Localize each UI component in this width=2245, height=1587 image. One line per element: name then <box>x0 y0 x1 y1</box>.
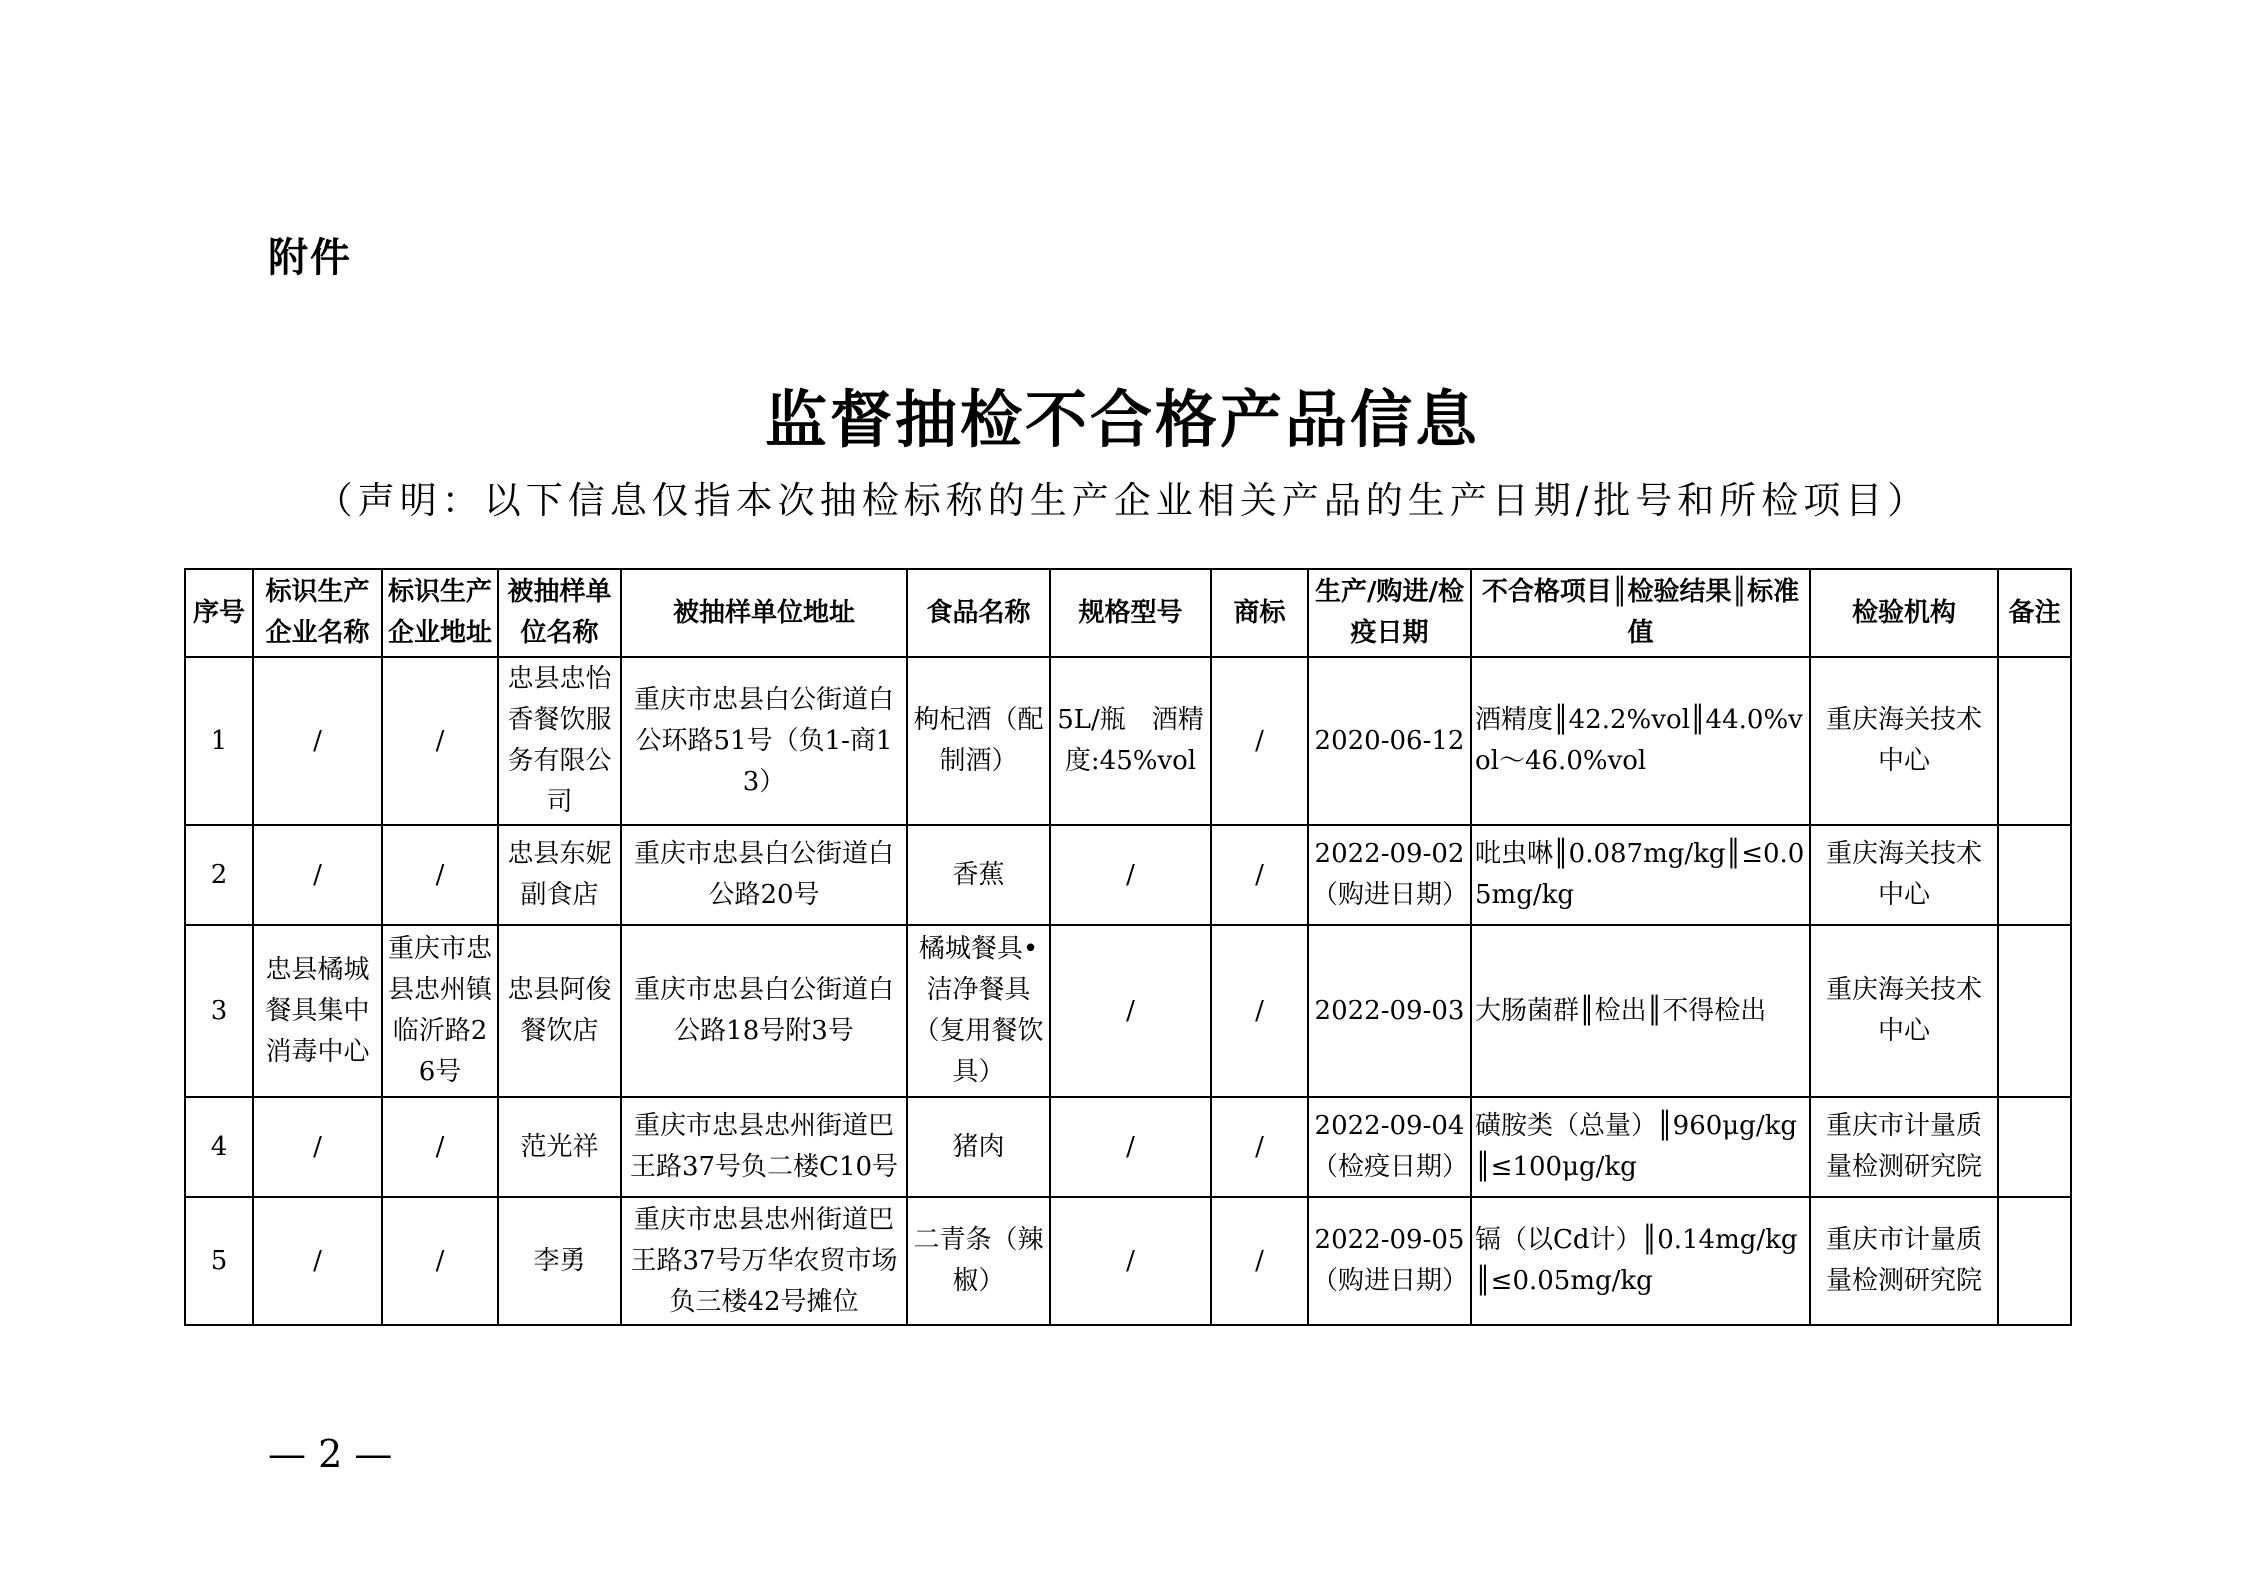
cell-no: 3 <box>185 925 253 1097</box>
page-title: 监督抽检不合格产品信息 <box>764 383 1480 456</box>
cell-date: 2022-09-05（购进日期） <box>1308 1197 1471 1325</box>
cell-brand: / <box>1211 925 1308 1097</box>
cell-producer-address: / <box>382 1097 498 1197</box>
cell-brand: / <box>1211 1197 1308 1325</box>
cell-date: 2022-09-03 <box>1308 925 1471 1097</box>
table-row <box>185 925 2071 1097</box>
cell-producer: / <box>253 1197 382 1325</box>
cell-producer: / <box>253 657 382 825</box>
cell-remark <box>1998 1197 2071 1325</box>
table-row <box>185 825 2071 925</box>
cell-food: 香蕉 <box>907 825 1050 925</box>
cell-item-result: 磺胺类（总量）║960μg/kg║≤100μg/kg <box>1471 1097 1810 1197</box>
cell-no: 1 <box>185 657 253 825</box>
cell-producer: / <box>253 1097 382 1197</box>
cell-sampled-unit: 李勇 <box>498 1197 621 1325</box>
cell-producer-address: 重庆市忠县忠州镇临沂路26号 <box>382 925 498 1097</box>
header-remark: 备注 <box>1998 569 2071 657</box>
table-header-row <box>185 569 2071 657</box>
cell-sampled-unit: 忠县忠怡香餐饮服务有限公司 <box>498 657 621 825</box>
cell-item-result: 吡虫啉║0.087mg/kg║≤0.05mg/kg <box>1471 825 1810 925</box>
cell-brand: / <box>1211 1097 1308 1197</box>
cell-sampled-unit: 范光祥 <box>498 1097 621 1197</box>
cell-brand: / <box>1211 657 1308 825</box>
header-producer-address: 标识生产企业地址 <box>382 569 498 657</box>
header-spec: 规格型号 <box>1050 569 1211 657</box>
page-subtitle: （声明：以下信息仅指本次抽检标称的生产企业相关产品的生产日期/批号和所检项目） <box>315 479 1930 522</box>
cell-remark <box>1998 925 2071 1097</box>
header-brand: 商标 <box>1211 569 1308 657</box>
cell-no: 2 <box>185 825 253 925</box>
unqualified-products-table <box>184 568 2072 1326</box>
header-sampled-unit: 被抽样单位名称 <box>498 569 621 657</box>
cell-no: 5 <box>185 1197 253 1325</box>
cell-item-result: 酒精度║42.2%vol║44.0%vol～46.0%vol <box>1471 657 1810 825</box>
cell-spec: / <box>1050 925 1211 1097</box>
cell-remark <box>1998 1097 2071 1197</box>
header-sampled-address: 被抽样单位地址 <box>621 569 907 657</box>
table-row <box>185 1097 2071 1197</box>
cell-spec: 5L/瓶 酒精度:45%vol <box>1050 657 1211 825</box>
cell-producer-address: / <box>382 825 498 925</box>
cell-spec: / <box>1050 825 1211 925</box>
cell-food: 二青条（辣椒） <box>907 1197 1050 1325</box>
cell-item-result: 大肠菌群║检出║不得检出 <box>1471 925 1810 1097</box>
cell-producer: 忠县橘城餐具集中消毒中心 <box>253 925 382 1097</box>
header-no: 序号 <box>185 569 253 657</box>
cell-sampled-unit: 忠县东妮副食店 <box>498 825 621 925</box>
header-date: 生产/购进/检疫日期 <box>1308 569 1471 657</box>
cell-producer-address: / <box>382 1197 498 1325</box>
cell-sampled-address: 重庆市忠县白公街道白公路18号附3号 <box>621 925 907 1097</box>
cell-sampled-address: 重庆市忠县忠州街道巴王路37号负二楼C10号 <box>621 1097 907 1197</box>
cell-food: 枸杞酒（配制酒） <box>907 657 1050 825</box>
cell-sampled-address: 重庆市忠县忠州街道巴王路37号万华农贸市场负三楼42号摊位 <box>621 1197 907 1325</box>
table-row <box>185 1197 2071 1325</box>
attachment-label: 附件 <box>268 235 352 281</box>
header-food: 食品名称 <box>907 569 1050 657</box>
table-row <box>185 657 2071 825</box>
header-producer: 标识生产企业名称 <box>253 569 382 657</box>
cell-food: 橘城餐具•洁净餐具（复用餐饮具） <box>907 925 1050 1097</box>
cell-sampled-address: 重庆市忠县白公街道白公路20号 <box>621 825 907 925</box>
cell-agency: 重庆市计量质量检测研究院 <box>1810 1197 1998 1325</box>
cell-sampled-unit: 忠县阿俊餐饮店 <box>498 925 621 1097</box>
cell-agency: 重庆海关技术中心 <box>1810 657 1998 825</box>
cell-sampled-address: 重庆市忠县白公街道白公环路51号（负1-商13） <box>621 657 907 825</box>
cell-date: 2020-06-12 <box>1308 657 1471 825</box>
cell-producer: / <box>253 825 382 925</box>
cell-item-result: 镉（以Cd计）║0.14mg/kg║≤0.05mg/kg <box>1471 1197 1810 1325</box>
cell-agency: 重庆市计量质量检测研究院 <box>1810 1097 1998 1197</box>
cell-remark <box>1998 825 2071 925</box>
cell-date: 2022-09-02（购进日期） <box>1308 825 1471 925</box>
cell-remark <box>1998 657 2071 825</box>
cell-no: 4 <box>185 1097 253 1197</box>
header-item-result: 不合格项目║检验结果║标准值 <box>1471 569 1810 657</box>
cell-date: 2022-09-04（检疫日期） <box>1308 1097 1471 1197</box>
cell-brand: / <box>1211 825 1308 925</box>
page-number: — 2 — <box>268 1432 393 1476</box>
cell-agency: 重庆海关技术中心 <box>1810 925 1998 1097</box>
cell-agency: 重庆海关技术中心 <box>1810 825 1998 925</box>
cell-spec: / <box>1050 1197 1211 1325</box>
header-agency: 检验机构 <box>1810 569 1998 657</box>
cell-spec: / <box>1050 1097 1211 1197</box>
cell-producer-address: / <box>382 657 498 825</box>
cell-food: 猪肉 <box>907 1097 1050 1197</box>
